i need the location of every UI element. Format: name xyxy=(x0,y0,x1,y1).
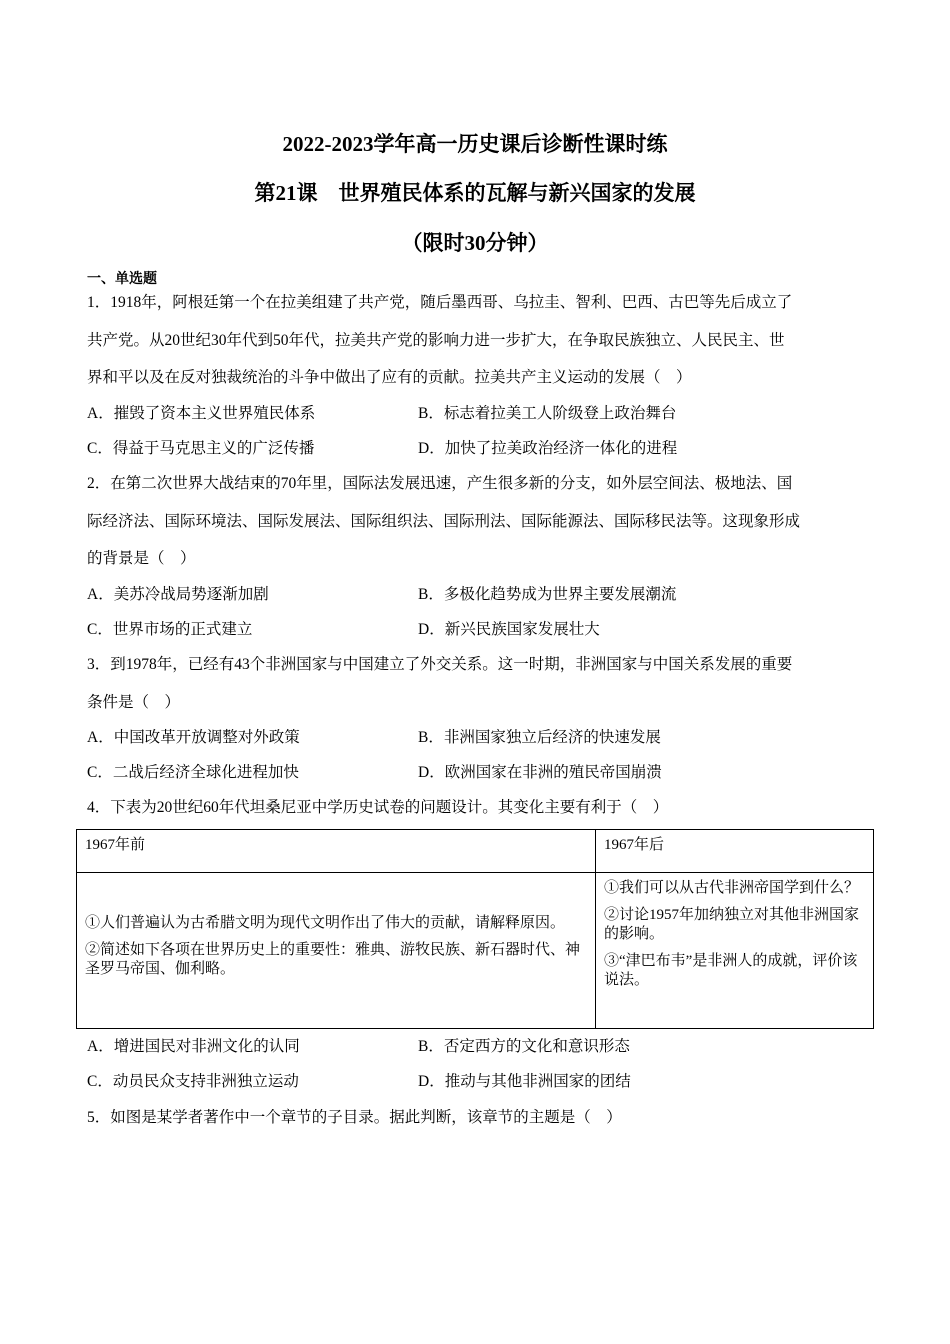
q1-option-d[interactable]: D．加快了拉美政治经济一体化的进程 xyxy=(418,440,678,457)
lesson-title: 第21课 世界殖民体系的瓦解与新兴国家的发展 xyxy=(254,181,696,205)
q1-line: 1．1918年，阿根廷第一个在拉美组建了共产党，随后墨西哥、乌拉圭、智利、巴西、古巴等先后成立了 xyxy=(87,294,793,311)
q1-line: 界和平以及在反对独裁统治的斗争中做出了应有的贡献。拉美共产主义运动的发展（ ） xyxy=(87,369,692,386)
q1-option-c[interactable]: C．得益于马克思主义的广泛传播 xyxy=(87,440,315,457)
q3-line: 条件是（ ） xyxy=(87,694,181,711)
doc-title: 2022-2023学年高一历史课后诊断性课时练 xyxy=(282,132,668,156)
q4-option-c[interactable]: C．动员民众支持非洲独立运动 xyxy=(87,1073,299,1090)
time-limit: （限时30分钟） xyxy=(401,231,549,255)
q2-option-a[interactable]: A．美苏冷战局势逐渐加剧 xyxy=(87,586,269,603)
q4-table xyxy=(76,829,874,1029)
q3-line: 3．到1978年，已经有43个非洲国家与中国建立了外交关系。这一时期，非洲国家与中国关系发展的重要 xyxy=(87,656,793,673)
q4-option-d[interactable]: D．推动与其他非洲国家的团结 xyxy=(418,1073,631,1090)
q3-option-a[interactable]: A．中国改革开放调整对外政策 xyxy=(87,729,300,746)
q2-line: 际经济法、国际环境法、国际发展法、国际组织法、国际刑法、国际能源法、国际移民法等。这现象形成 xyxy=(87,513,801,530)
q4-option-a[interactable]: A．增进国民对非洲文化的认同 xyxy=(87,1038,300,1055)
q2-option-c[interactable]: C．世界市场的正式建立 xyxy=(87,621,253,638)
table-cell-text: ①人们普遍认为古希腊文明为现代文明作出了伟大的贡献，请解释原因。 xyxy=(85,915,566,931)
q3-option-d[interactable]: D．欧洲国家在非洲的殖民帝国崩溃 xyxy=(418,764,662,781)
table-cell-text: ①我们可以从古代非洲帝国学到什么？ xyxy=(604,880,860,896)
q3-option-b[interactable]: B．非洲国家独立后经济的快速发展 xyxy=(418,729,661,746)
q2-line: 的背景是（ ） xyxy=(87,550,196,567)
table-header: 1967年前 xyxy=(77,830,596,873)
table-header: 1967年后 xyxy=(596,830,874,873)
q1-option-a[interactable]: A．摧毁了资本主义世界殖民体系 xyxy=(87,405,316,422)
q1-line: 共产党。从20世纪30年代到50年代，拉美共产党的影响力进一步扩大，在争取民族独立、人民民主、世 xyxy=(87,332,785,349)
q5-line: 5．如图是某学者著作中一个章节的子目录。据此判断，该章节的主题是（ ） xyxy=(87,1109,622,1126)
q4-line: 4．下表为20世纪60年代坦桑尼亚中学历史试卷的问题设计。其变化主要有利于（ ） xyxy=(87,799,669,816)
q3-option-c[interactable]: C．二战后经济全球化进程加快 xyxy=(87,764,299,781)
q2-line: 2．在第二次世界大战结束的70年里，国际法发展迅速，产生很多新的分支，如外层空间法、极地法、国 xyxy=(87,475,793,492)
table-cell-text: ③“津巴布韦”是非洲人的成就，评价该说法。 xyxy=(604,953,858,988)
table-cell-text: ②简述如下各项在世界历史上的重要性：雅典、游牧民族、新石器时代、神圣罗马帝国、伽利略。 xyxy=(85,942,581,977)
table-cell-text: ②讨论1957年加纳独立对其他非洲国家的影响。 xyxy=(604,907,860,942)
section-heading: 一、单选题 xyxy=(87,272,157,287)
q4-option-b[interactable]: B．否定西方的文化和意识形态 xyxy=(418,1038,630,1055)
q2-option-b[interactable]: B．多极化趋势成为世界主要发展潮流 xyxy=(418,586,677,603)
q2-option-d[interactable]: D．新兴民族国家发展壮大 xyxy=(418,621,600,638)
q1-option-b[interactable]: B．标志着拉美工人阶级登上政治舞台 xyxy=(418,405,677,422)
